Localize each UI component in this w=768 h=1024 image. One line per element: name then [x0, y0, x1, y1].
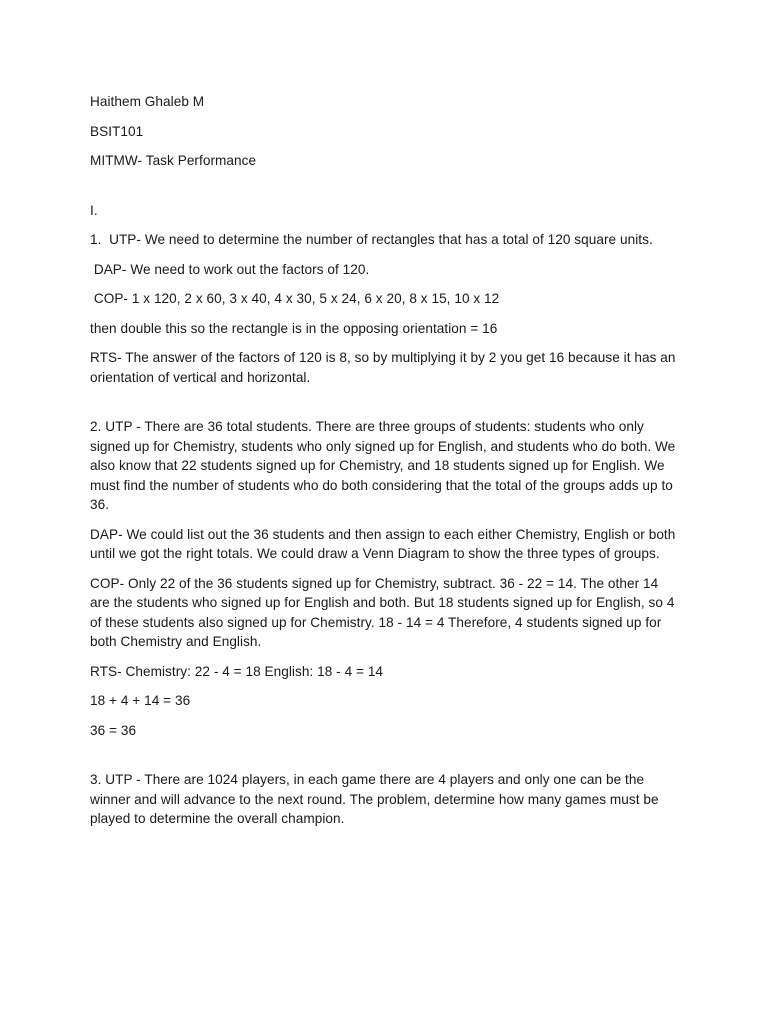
- problem2-check: 36 = 36: [90, 722, 137, 738]
- author-name: Haithem Ghaleb M: [90, 94, 205, 109]
- problem2-sum: 18 + 4 + 14 = 36: [90, 693, 191, 708]
- problem1-dap: DAP- We need to work out the factors of 120.: [90, 261, 370, 277]
- section-code: BSIT101: [90, 123, 144, 139]
- task-title: MITMW- Task Performance: [90, 153, 257, 168]
- problem1-utp: 1. UTP- We need to determine the number of rectangles that has a total of 120 square units.: [90, 232, 653, 247]
- problem2-rts: RTS- Chemistry: 22 - 4 = 18 English: 18 - 4 = 14: [90, 663, 384, 679]
- problem1-cop-continued: then double this so the rectangle is in the opposing orientation = 16: [90, 320, 498, 336]
- problem2-utp: 2. UTP - There are 36 total students. There are three groups of students: students who only signed up for Chemistry, students who only signed up for English, and students who do both. We also know that 22 students signed up for Chemistry, and 18 students signed up for English. We must find the number of students who do both considering that the total of the groups adds up to 36.: [90, 419, 680, 512]
- document-body: [90, 92, 680, 839]
- problem1-rts: RTS- The answer of the factors of 120 is 8, so by multiplying it by 2 you get 16 because it has an orientation of vertical and horizontal.: [90, 350, 680, 385]
- problem2-cop: COP- Only 22 of the 36 students signed up for Chemistry, subtract. 36 - 22 = 14. The other 14 are the students who signed up for English and both. But 18 students signed up for English, so 4 of these students also signed up for Chemistry. 18 - 14 = 4 Therefore, 4 students signed up for both Chemistry and English.: [90, 575, 679, 649]
- problem1-cop: COP- 1 x 120, 2 x 60, 3 x 40, 4 x 30, 5 x 24, 6 x 20, 8 x 15, 10 x 12: [90, 291, 500, 306]
- problem3-utp: 3. UTP - There are 1024 players, in each game there are 4 players and only one can be the winner and will advance to the next round. The problem, determine how many games must be played to determine the overall champion.: [90, 772, 663, 826]
- part-label: I.: [90, 202, 98, 218]
- problem2-dap: DAP- We could list out the 36 students and then assign to each either Chemistry, English or both until we got the right totals. We could draw a Venn Diagram to show the three types of groups.: [90, 526, 680, 561]
